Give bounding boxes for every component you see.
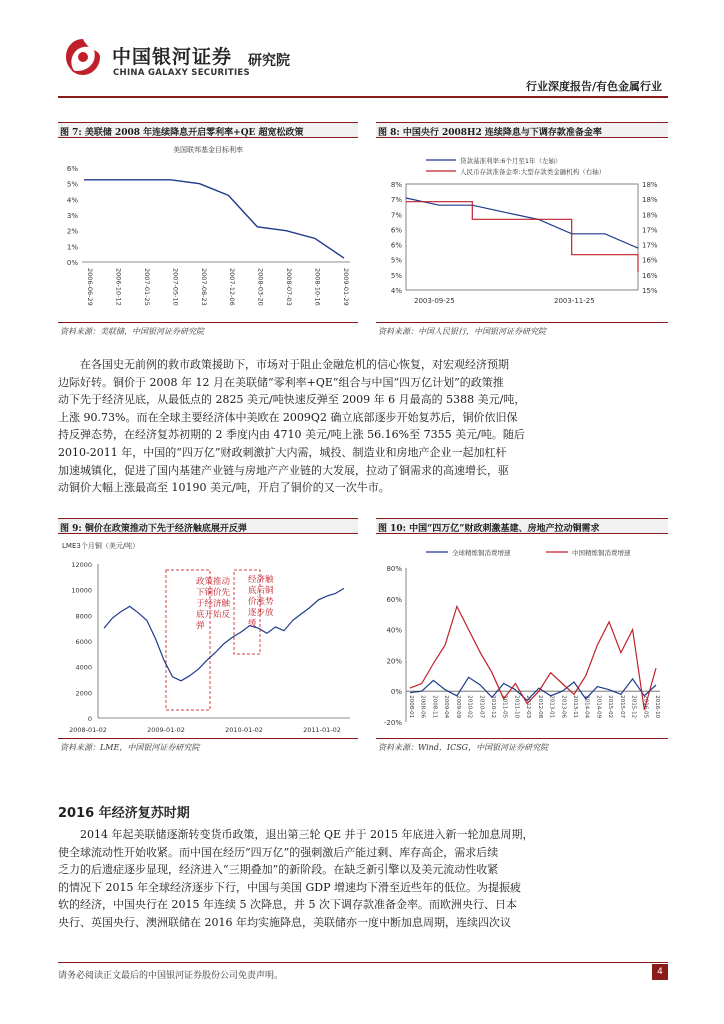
y-left-tick-label: 8% bbox=[390, 181, 402, 189]
logo-text-en: CHINA GALAXY SECURITIES bbox=[113, 68, 250, 78]
y-tick-label: 5% bbox=[66, 180, 78, 189]
fig10-title: 图 10: 中国“四万亿”财政刺激基建、房地产拉动铜需求 bbox=[376, 518, 668, 534]
y-left-tick-label: 5% bbox=[390, 256, 402, 265]
x-tick-label: 2014-04 bbox=[583, 695, 590, 719]
fig7-chart bbox=[58, 140, 358, 320]
logo-suffix: 研究院 bbox=[248, 53, 290, 69]
y-tick-label: 0 bbox=[87, 715, 92, 723]
x-tick-label: 2015-02 bbox=[607, 695, 614, 719]
y-right-tick-label: 17% bbox=[642, 241, 658, 250]
header-divider bbox=[58, 96, 668, 98]
y-right-tick-label: 18% bbox=[642, 211, 658, 220]
y-tick-label: 0% bbox=[390, 688, 402, 697]
chart-title: LME3个月铜（美元/吨） bbox=[62, 542, 140, 550]
x-tick-label: 2011-10 bbox=[513, 695, 520, 719]
page-number: 4 bbox=[652, 964, 668, 980]
x-tick-label: 2006-10-12 bbox=[114, 268, 123, 306]
annotation-text: 弹 bbox=[196, 621, 205, 631]
chart-title: 美国联邦基金目标利率 bbox=[173, 146, 243, 154]
para1-line: 边际好转。铜价于 2008 年 12 月在美联储“零利率+QE”组合与中国“四万亿计划”的政策推 bbox=[58, 375, 504, 389]
annotation-text: 缓 bbox=[248, 619, 257, 629]
y-tick-label: -20% bbox=[383, 719, 402, 727]
fig8-chart bbox=[376, 140, 668, 320]
fig7-source-rule bbox=[58, 322, 358, 323]
y-tick-label: 2% bbox=[66, 227, 78, 236]
x-tick-label: 2007-01-25 bbox=[142, 268, 151, 306]
x-tick-label: 2008-07-03 bbox=[285, 268, 294, 306]
para2-line: 央行、英国央行、澳洲联储在 2016 年均实施降息，美联储亦一度中断加息周期，连续四次议 bbox=[58, 915, 511, 929]
x-tick-label: 2010-02 bbox=[466, 695, 473, 719]
y-tick-label: 80% bbox=[386, 565, 402, 573]
para1-line: 持反弹态势，在经济复苏初期的 2 季度内由 4710 美元/吨上涨 56.16%至 7355 美元/吨。随后 bbox=[58, 428, 525, 442]
y-tick-label: 60% bbox=[386, 595, 402, 604]
logo-text-cn: 中国银河证券 bbox=[112, 46, 233, 68]
para1-line: 动铜价大幅上涨最高至 10190 美元/吨，开启了铜价的又一次牛市。 bbox=[58, 481, 390, 495]
x-tick-label: 2015-07 bbox=[618, 695, 625, 719]
y-tick-label: 20% bbox=[386, 657, 402, 666]
footer-disclaimer: 请务必阅读正文最后的中国银河证券股份公司免责声明。 bbox=[58, 971, 284, 981]
y-tick-label: 1% bbox=[66, 243, 78, 252]
y-left-tick-label: 6% bbox=[390, 226, 402, 235]
fig7-title: 图 7: 美联储 2008 年连续降息开启零利率+QE 超宽松政策 bbox=[58, 122, 358, 138]
x-tick-label: 2010-12 bbox=[490, 695, 496, 719]
fig9-source-rule bbox=[58, 738, 358, 739]
x-tick-label: 2013-06 bbox=[560, 695, 567, 719]
x-tick-label: 2010-07 bbox=[478, 695, 485, 719]
x-tick-label: 2013-01 bbox=[548, 695, 555, 719]
para2-line: 2014 年起美联储逐渐转变货币政策，退出第三轮 QE 并于 2015 年底进入新一轮加息周期， bbox=[80, 828, 534, 841]
body-paragraph-2 bbox=[58, 826, 668, 932]
legend-label: 全球精炼铜消费增速 bbox=[452, 549, 511, 557]
plot-frame bbox=[406, 184, 638, 290]
x-tick-label: 2003-09-25 bbox=[414, 297, 455, 305]
y-right-tick-label: 18% bbox=[642, 181, 658, 189]
footer-divider bbox=[58, 962, 668, 963]
x-tick-label: 2008-11 bbox=[431, 695, 438, 719]
annotation-text: 下铜价先 bbox=[196, 588, 231, 598]
para1-line: 加速城镇化，促进了国内基建产业链与房地产产业链的大发展，拉动了铜需求的高速增长，驱 bbox=[58, 463, 509, 477]
x-tick-label: 2012-08 bbox=[536, 695, 543, 719]
annotation-text: 价涨势 bbox=[248, 597, 274, 607]
reserve-ratio-line bbox=[406, 202, 638, 273]
annotation-text: 逐步放 bbox=[248, 608, 274, 618]
x-tick-label: 2007-05-10 bbox=[171, 268, 180, 306]
y-tick-label: 12000 bbox=[71, 561, 92, 569]
x-tick-label: 2009-01-29 bbox=[342, 268, 350, 306]
x-tick-label: 2011-01-02 bbox=[303, 726, 341, 734]
fig8-title: 图 8: 中国央行 2008H2 连续降息与下调存款准备金率 bbox=[376, 122, 668, 138]
y-left-tick-label: 4% bbox=[390, 287, 402, 295]
y-right-tick-label: 16% bbox=[642, 256, 658, 265]
y-left-tick-label: 7% bbox=[390, 211, 402, 220]
fig10-source-rule bbox=[376, 738, 668, 739]
galaxy-logo-icon bbox=[62, 36, 104, 78]
fig8-source-rule bbox=[376, 322, 668, 323]
y-tick-label: 6000 bbox=[75, 638, 92, 646]
para2-line: 乏力的后遗症逐步显现，经济进入“三期叠加”的新阶段。在缺乏新引擎以及美元流动性收紧 bbox=[58, 863, 499, 877]
fig10-source: 资料来源：Wind，ICSG，中国银河证券研究院 bbox=[378, 743, 549, 752]
y-right-tick-label: 16% bbox=[642, 271, 658, 280]
y-tick-label: 10000 bbox=[71, 586, 92, 595]
y-tick-label: 2000 bbox=[75, 689, 92, 698]
annotation-text: 政策推动 bbox=[196, 577, 231, 587]
y-right-tick-label: 18% bbox=[642, 196, 658, 205]
fig10-chart bbox=[376, 536, 668, 736]
x-tick-label: 2008-10-16 bbox=[313, 268, 322, 306]
x-tick-label: 2008-06 bbox=[419, 695, 426, 719]
x-tick-label: 2009-09 bbox=[454, 695, 461, 719]
x-tick-label: 2008-01-02 bbox=[69, 726, 107, 734]
y-left-tick-label: 7% bbox=[390, 196, 402, 205]
y-left-tick-label: 5% bbox=[390, 271, 402, 280]
y-tick-label: 3% bbox=[66, 212, 78, 220]
y-tick-label: 8000 bbox=[75, 612, 92, 621]
x-tick-label: 2015-12 bbox=[630, 695, 637, 719]
legend-label: 中国精炼铜消费增速 bbox=[572, 549, 631, 557]
x-tick-label: 2014-09 bbox=[595, 695, 602, 719]
annotation-text: 底后铜 bbox=[248, 586, 274, 596]
fig7-source: 资料来源：美联储，中国银河证券研究院 bbox=[60, 327, 204, 336]
annotation-text: 经济触 bbox=[248, 575, 274, 585]
x-tick-label: 2016-05 bbox=[642, 695, 649, 719]
y-right-tick-label: 15% bbox=[642, 287, 658, 295]
y-right-tick-label: 17% bbox=[642, 226, 658, 235]
annotation-text: 底开始反 bbox=[196, 610, 231, 620]
annotation-text: 于经济触 bbox=[196, 599, 231, 609]
x-tick-label: 2006-06-29 bbox=[86, 268, 94, 306]
y-tick-label: 4% bbox=[66, 196, 78, 205]
para1-line: 上涨 90.73%。而在全球主要经济体中美欧在 2009Q2 确立底部逐步开始复苏后，铜价依旧保 bbox=[58, 410, 518, 424]
y-tick-label: 0% bbox=[66, 259, 78, 267]
y-tick-label: 4000 bbox=[75, 663, 92, 672]
x-tick-label: 2007-08-23 bbox=[199, 268, 208, 306]
fig8-source: 资料来源：中国人民银行，中国银河证券研究院 bbox=[378, 327, 546, 336]
fig9-chart bbox=[58, 536, 358, 736]
loan-rate-line bbox=[406, 198, 638, 248]
report-type: 行业深度报告/有色金属行业 bbox=[525, 80, 662, 93]
x-tick-label: 2016-10 bbox=[654, 695, 660, 719]
fed-rate-line bbox=[84, 180, 344, 258]
para1-line: 2010-2011 年，中国的“四万亿”财政刺激扩大内需，城投、制造业和房地产企业一起加杠杆 bbox=[58, 445, 507, 459]
x-tick-label: 2008-03-20 bbox=[256, 268, 265, 306]
para1-line: 在各国史无前例的救市政策援助下，市场对于阻止金融危机的信心恢复，对宏观经济预期 bbox=[80, 358, 509, 371]
x-tick-label: 2009-01-02 bbox=[147, 726, 185, 734]
fig9-title: 图 9: 铜价在政策推动下先于经济触底展开反弹 bbox=[58, 518, 358, 534]
x-tick-label: 2011-05 bbox=[501, 695, 508, 719]
x-tick-label: 2010-01-02 bbox=[225, 726, 263, 734]
para2-line: 的情况下 2015 年全球经济逐步下行，中国与美国 GDP 增速均下滑至近些年的低位。为提振疲 bbox=[58, 880, 521, 894]
x-tick-label: 2009-04 bbox=[443, 695, 450, 719]
x-tick-label: 2007-12-06 bbox=[228, 268, 237, 306]
x-tick-label: 2013-11 bbox=[572, 695, 578, 719]
x-tick-label: 2008-01 bbox=[408, 695, 414, 719]
legend-label: 贷款基准利率:6个月至1年（左轴） bbox=[460, 157, 562, 165]
x-tick-label: 2003-11-25 bbox=[554, 297, 595, 305]
y-tick-label: 6% bbox=[66, 165, 78, 173]
legend-label: 人民币存款准备金率:大型存款类金融机构（右轴） bbox=[460, 168, 606, 176]
para1-line: 动下先于经济见底，从最低点的 2825 美元/吨快速反弹至 2009 年 6 月最高的 5388 美元/吨， bbox=[58, 393, 526, 407]
para2-line: 软的经济，中国央行在 2015 年连续 5 次降息，并 5 次下调存款准备金率。而欧洲央行、日本 bbox=[58, 898, 517, 912]
section-title: 2016 年经济复苏时期 bbox=[58, 806, 190, 821]
fig9-source: 资料来源：LME，中国银河证券研究院 bbox=[60, 743, 200, 752]
para2-line: 使全球流动性开始收紧。而中国在经历“四万亿”的强刺激后产能过剩、库存高企，需求后续 bbox=[58, 845, 499, 859]
y-tick-label: 40% bbox=[386, 626, 402, 635]
y-left-tick-label: 6% bbox=[390, 241, 402, 250]
body-paragraph-1 bbox=[58, 356, 668, 497]
x-tick-label: 2012-03 bbox=[525, 695, 532, 719]
